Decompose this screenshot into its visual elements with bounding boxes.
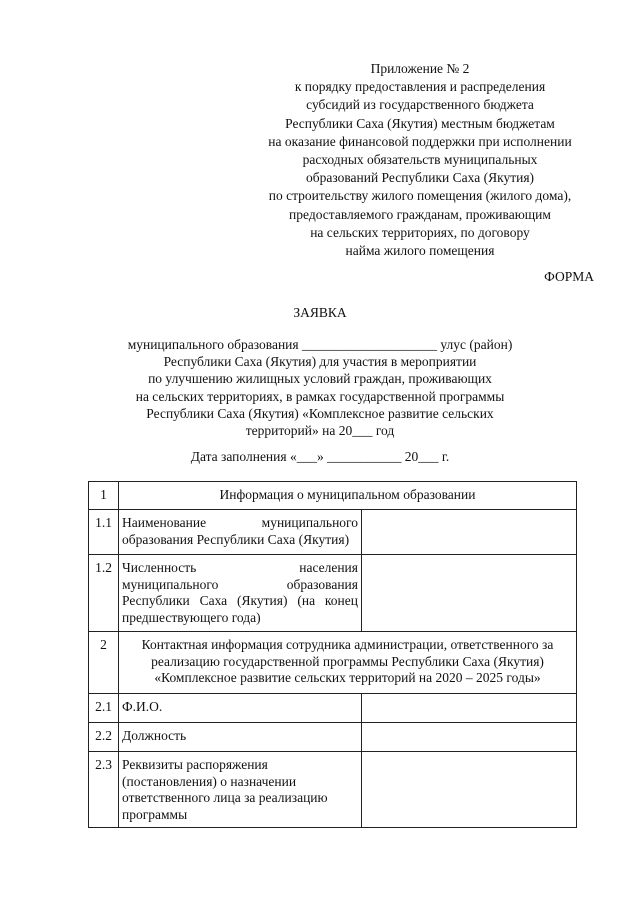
request-line: муниципального образования ____________________ улус (район) (127, 337, 513, 352)
row-label: Должность (119, 723, 362, 752)
appendix-line: Приложение № 2 (370, 61, 470, 76)
row-number: 2.2 (89, 723, 119, 752)
document-title: ЗАЯВКА (293, 305, 347, 320)
appendix-header (220, 60, 620, 260)
row-number: 2.3 (89, 752, 119, 828)
row-label-line: ответственного лица за реализацию (122, 790, 328, 805)
request-paragraph (60, 336, 580, 439)
section-title: Информация о муниципальном образовании (119, 482, 577, 510)
table-row (89, 510, 577, 555)
row-number: 2.1 (89, 694, 119, 723)
appendix-line: по строительству жилого помещения (жилого дома), (268, 188, 572, 204)
row-label-line: программы (122, 806, 188, 822)
table-row (89, 555, 577, 632)
appendix-line: образований Республики Саха (Якутия) (305, 170, 535, 186)
section-title-line: Контактная информация сотрудника администрации, ответственного за (141, 637, 554, 652)
appendix-line: субсидий из государственного бюджета (306, 97, 534, 113)
fill-date-line: Дата заполнения «___» ___________ 20___ г. (190, 449, 450, 464)
full-name-field[interactable] (362, 694, 577, 723)
row-number: 2 (89, 632, 119, 694)
request-line: по улучшению жилищных условий граждан, проживающих (148, 371, 492, 387)
row-number: 1 (89, 482, 119, 510)
row-number: 1.2 (89, 555, 119, 632)
row-label: Ф.И.О. (119, 694, 362, 723)
request-line: на сельских территориях, в рамках государственной программы (135, 388, 505, 404)
application-table (88, 481, 577, 828)
table-row (89, 723, 577, 752)
table-section-row (89, 482, 577, 510)
population-field[interactable] (362, 555, 577, 632)
row-label-line: Реквизиты распоряжения (122, 757, 268, 772)
appendix-line: к порядку предоставления и распределения (294, 79, 546, 95)
row-label: Наименование муниципального образования Республики Саха (Якутия) (119, 510, 362, 555)
request-line: территорий» на 20___ год (245, 423, 395, 439)
row-label (119, 752, 362, 828)
request-line: Республики Саха (Якутия) для участия в мероприятии (163, 354, 477, 370)
request-line: Республики Саха (Якутия) «Комплексное развитие сельских (146, 405, 494, 421)
table-row (89, 752, 577, 828)
appendix-line: предоставляемого гражданам, проживающим (289, 206, 551, 222)
section-title-line: «Комплексное развитие сельских территорий на 2020 – 2025 годы» (154, 670, 541, 685)
table-row (89, 694, 577, 723)
municipality-name-field[interactable] (362, 510, 577, 555)
appendix-line: найма жилого помещения (345, 243, 495, 259)
row-label: Численность населения муниципального образования Республики Саха (Якутия) (на конец предшествующего года) (119, 555, 362, 632)
appendix-line: Республики Саха (Якутия) местным бюджетам (285, 115, 555, 131)
row-number: 1.1 (89, 510, 119, 555)
appendix-line: на сельских территориях, по договору (310, 224, 530, 240)
position-field[interactable] (362, 723, 577, 752)
appendix-line: на оказание финансовой поддержки при исполнении (268, 133, 572, 149)
table-section-row (89, 632, 577, 694)
order-details-field[interactable] (362, 752, 577, 828)
form-label: ФОРМА (544, 269, 594, 284)
appendix-line: расходных обязательств муниципальных (302, 152, 538, 168)
section-title (119, 632, 577, 694)
section-title-line: реализацию государственной программы Республики Саха (Якутия) (151, 653, 544, 669)
row-label-line: (постановления) о назначении (122, 773, 297, 789)
